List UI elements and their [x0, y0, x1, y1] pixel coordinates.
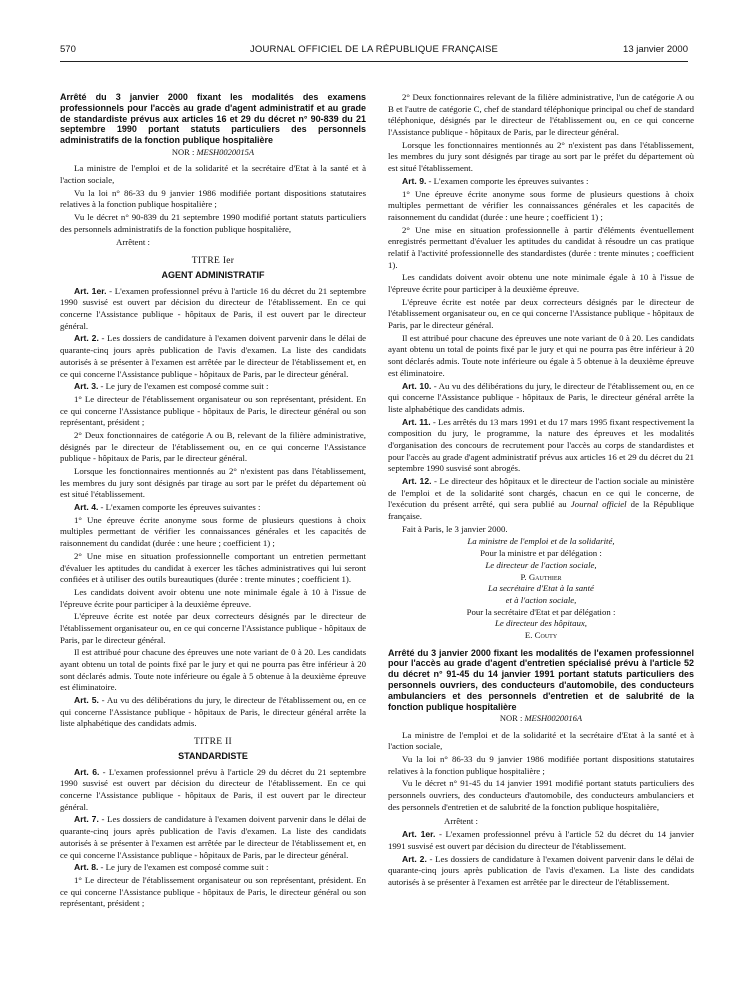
paragraph: 2° Deux fonctionnaires relevant de la filière administrative, l'un de catégorie A ou B et l'autre de catégorie C, chef de standard téléphonique principal ou chef de standard téléphonique, désignés par le directeur de l'établissement ou, en ce qui concerne l'Assistance publique - hôpitaux de Paris, par le directeur général. [388, 92, 694, 138]
titre-subheading: STANDARDISTE [178, 750, 248, 761]
article-label: Art. 8. [74, 862, 99, 873]
article: Art. 9. - L'examen comporte les épreuves suivantes : [402, 175, 589, 186]
fait-a-paris: Fait à Paris, le 3 janvier 2000. [402, 523, 508, 534]
nor-code: MESH0020015A [196, 146, 255, 157]
paragraph: La ministre de l'emploi et de la solidarité et la secrétaire d'Etat à la santé et à l'action sociale, [388, 729, 694, 752]
article-label: Art. 7. [74, 814, 99, 825]
article-label: Art. 11. [402, 416, 431, 427]
issue-date: 13 janvier 2000 [623, 44, 688, 55]
paragraph: 1° Une épreuve écrite anonyme sous forme de plusieurs questions à choix multiples permettant de vérifier les connaissances générales et les capacités de raisonnement du candidat (durée : une heure ; coefficient 1) ; [60, 514, 366, 549]
article: Art. 4. - L'examen comporte les épreuves suivantes : [74, 502, 261, 513]
header-rule [60, 61, 688, 62]
signature-line: et à l'action sociale, [505, 594, 577, 605]
signature-line: La secrétaire d'Etat à la santé [488, 583, 594, 594]
paragraph: Vu le décret n° 90-839 du 21 septembre 1990 modifié portant statuts particuliers des personnels administratifs de la fonction publique hospitalière, [60, 212, 366, 234]
signature-line: Pour la ministre et par délégation : [480, 548, 602, 559]
signature-line: Le directeur des hôpitaux, [494, 618, 588, 629]
article-label: Art. 2. [74, 333, 99, 344]
article: Art. 2. - Les dossiers de candidature à l'examen doivent parvenir dans le délai de quarante-cinq jours après publication de l'avis d'examen. La liste des candidats autorisés à se présenter à l'examen est arrêtée par le directeur de l'établissement et, en ce qui concerne l'Assistance publique - hôpitaux de Paris, par le directeur général. [60, 333, 367, 379]
paragraph: 2° Une mise en situation professionnelle à partir d'éléments éventuellement enregistrés permettant d'évaluer les aptitudes du candidat à résoudre un cas pratique relatif à l'activité professionnelle des standardistes (durée : trente minutes ; coefficient 1). [388, 224, 694, 270]
signature-line: Pour la secrétaire d'Etat et par délégation : [466, 606, 616, 617]
paragraph: Les candidats doivent avoir obtenu une note minimale égale à 10 à l'issue de l'épreuve écrite pour participer à la deuxième épreuve. [388, 272, 694, 294]
nor-line: NOR : MESH0020016A [499, 713, 583, 724]
paragraph: Lorsque les fonctionnaires mentionnés au 2° n'existent pas dans l'établissement, les membres du jury sont désignés par tirage au sort par le préfet du département où est situé l'établissement. [60, 466, 366, 500]
paragraph: 2° Deux fonctionnaires de catégorie A ou B, relevant de la filière administrative, désignés par le directeur de l'établissement ou, en ce qui concerne l'Assistance publique - hôpitaux de Paris, par le directeur général. [60, 429, 366, 464]
decree-title: Arrêté du 3 janvier 2000 fixant les modalités des examens professionnels pour l'accès au grade d'agent administratif et au grade de standardiste prévus aux articles 16 et 29 du décret n° 90-839 du 21 septembre 1990 portant statuts particuliers des personnels administratifs de la fonction publique hospitalière [60, 92, 366, 146]
paragraph: 1° Une épreuve écrite anonyme sous forme de plusieurs questions à choix multiples permettant de vérifier les connaissances générales et les capacités de raisonnement du candidat (durée : une heure ; coefficient 1) ; [388, 188, 694, 222]
signatory-name: P. Gauthier [520, 571, 562, 582]
article-label: Art. 9. [402, 175, 427, 186]
article: Art. 10. - Au vu des délibérations du jury, le directeur de l'établissement ou, en ce qui concerne l'Assistance publique - hôpitaux de Paris, le directeur général arrête la liste alphabétique des candidats admis. [388, 380, 695, 414]
page-header [60, 44, 688, 58]
decree-title: Arrêté du 3 janvier 2000 fixant les modalités de l'examen professionnel pour l'accès au grade d'agent d'entretien spécialisé prévu à l'article 52 du décret n° 91-45 du 14 janvier 1991 portant statuts particuliers des personnels ouvriers, des conducteurs d'automobile, des conducteurs ambulanciers et des personnels d'entretien et de salubrité de la fonction publique hospitalière [388, 647, 694, 712]
paragraph: 1° Le directeur de l'établissement organisateur ou son représentant, président. En ce qui concerne l'Assistance publique - hôpitaux de Paris, le directeur général ou son représentant, président ; [60, 874, 366, 909]
article-label: Art. 1er. [74, 285, 107, 296]
left-column [60, 92, 366, 911]
paragraph: Vu la loi n° 86-33 du 9 janvier 1986 modifiée portant dispositions statutaires relatives à la fonction publique hospitalière ; [60, 187, 366, 210]
right-column [388, 92, 694, 890]
paragraph: Les candidats doivent avoir obtenu une note minimale égale à 10 à l'issue de l'épreuve écrite pour participer à la deuxième épreuve. [60, 586, 366, 609]
article: Art. 1er. - L'examen professionnel prévu à l'article 16 du décret du 21 septembre 1990 susvisé est ouvert par décision du directeur de l'établissement. En ce qui concerne l'Assistance publique - hôpitaux de Paris, il est ouvert par le directeur général. [60, 285, 366, 331]
nor-code: MESH0020016A [524, 713, 583, 724]
signature-line: Le directeur de l'action sociale, [485, 559, 597, 570]
article-label: Art. 4. [74, 502, 99, 513]
article-label: Art. 3. [74, 381, 99, 392]
article: Art. 6. - L'examen professionnel prévu à l'article 29 du décret du 21 septembre 1990 susvisé est ouvert par décision du directeur de l'établissement. En ce qui concerne l'Assistance publique - hôpitaux de Paris, il est ouvert par le directeur général. [60, 766, 366, 812]
article-label: Art. 1er. [402, 829, 436, 840]
signatory-name: E. Couty [524, 629, 558, 640]
titre-subheading: AGENT ADMINISTRATIF [161, 269, 265, 280]
article-label: Art. 10. [402, 380, 432, 391]
paragraph: Vu le décret n° 91-45 du 14 janvier 1991 modifié portant statuts particuliers des personnels ouvriers, des conducteurs d'automobile, des conducteurs ambulanciers et des personnels d'entretien et de salubrité de la fonction publique hospitalière, [388, 778, 694, 812]
arretent: Arrêtent : [444, 815, 478, 826]
titre-heading: TITRE II [193, 737, 232, 748]
paragraph: Vu la loi n° 86-33 du 9 janvier 1986 modifiée portant dispositions statutaires relatives à la fonction publique hospitalière ; [388, 754, 694, 776]
paragraph: 2° Une mise en situation professionnelle comportant un entretien permettant d'évaluer les aptitudes du candidat à exercer les tâches administratives qui lui seront confiées et à utiliser des outils bureautiques (durée : trente minutes ; coefficient 1). [60, 550, 366, 585]
paragraph: 1° Le directeur de l'établissement organisateur ou son représentant, président. En ce qui concerne l'Assistance publique - hôpitaux de Paris, le directeur général ou son représentant, président ; [60, 393, 366, 428]
article: Art. 2. - Les dossiers de candidature à l'examen doivent parvenir dans le délai de quarante-cinq jours après publication de l'avis d'examen. La liste des candidats autorisés à se présenter à l'examen est arrêtée par le directeur de l'établissement. [388, 853, 695, 887]
nor-line: NOR : MESH0020015A [171, 146, 255, 157]
article: Art. 7. - Les dossiers de candidature à l'examen doivent parvenir dans le délai de quarante-cinq jours après publication de l'avis d'examen. La liste des candidats autorisés à se présenter à l'examen est arrêtée par le directeur de l'établissement et, en ce qui concerne l'Assistance publique - hôpitaux de Paris, par le directeur général. [60, 814, 367, 860]
signature-line: La ministre de l'emploi et de la solidarité, [467, 536, 615, 547]
journal-officiel-ref: Journal officiel [570, 499, 627, 510]
article-label: Art. 5. [74, 695, 99, 706]
article-label: Art. 12. [402, 476, 432, 486]
journal-title: JOURNAL OFFICIEL DE LA RÉPUBLIQUE FRANÇAISE [249, 44, 499, 55]
titre-heading: TITRE Ier [191, 256, 235, 267]
paragraph: L'épreuve écrite est notée par deux correcteurs désignés par le directeur de l'établissement organisateur ou, en ce qui concerne l'Assistance publique - hôpitaux de Paris, par le directeur général. [60, 611, 366, 645]
article: Art. 8. - Le jury de l'examen est composé comme suit : [74, 862, 269, 873]
article: Art. 1er. - L'examen professionnel prévu à l'article 52 du décret du 14 janvier 1991 susvisé est ouvert par décision du directeur de l'établissement. [388, 829, 694, 851]
paragraph: Il est attribué pour chacune des épreuves une note variant de 0 à 20. Les candidats ayant obtenu un total de points fixé par le jury et qui ne pourra pas être inférieur à 20 sont déclarés admis. Toute note inférieure ou égale à 5 obtenue à la deuxième épreuve est éliminatoire. [388, 332, 694, 378]
paragraph: Il est attribué pour chacune des épreuves une note variant de 0 à 20. Les candidats ayant obtenu un total de points fixé par le jury et qui ne pourra pas être inférieur à 20 sont déclarés admis. Toute note inférieure ou égale à 5 obtenue à la deuxième épreuve est éliminatoire. [60, 647, 366, 693]
arretent: Arrêtent : [116, 237, 150, 248]
article: Art. 5. - Au vu des délibérations du jury, le directeur de l'établissement ou, en ce qui concerne l'Assistance publique - hôpitaux de Paris, le directeur général arrête la liste alphabétique des candidats admis. [60, 695, 366, 729]
article: Art. 3. - Le jury de l'examen est composé comme suit : [74, 381, 269, 392]
article: Art. 12. - Le directeur des hôpitaux et le directeur de l'action sociale au ministère de l'emploi et de la solidarité sont chargés, chacun en ce qui le concerne, de l'exécution du présent arrêté, qui sera publié au Journal officiel de la République française. [388, 476, 694, 522]
article-label: Art. 6. [74, 766, 100, 777]
paragraph: Lorsque les fonctionnaires mentionnés au 2° n'existent pas dans l'établissement, les membres du jury sont désignés par tirage au sort par le préfet du département où est situé l'établissement. [388, 139, 694, 174]
page-number: 570 [60, 44, 76, 55]
article: Art. 11. - Les arrêtés du 13 mars 1991 et du 17 mars 1995 fixant respectivement la composition du jury, le programme, la nature des épreuves et les modalités d'organisation des concours de recrutement pour l'accès au corps de standardistes et pour l'accès au grade d'agent administratif prévus aux articles 16 et 29 du décret du 21 septembre 1990 susvisé sont abrogés. [388, 416, 694, 474]
paragraph: L'épreuve écrite est notée par deux correcteurs désignés par le directeur de l'établissement organisateur ou, en ce qui concerne l'Assistance publique - hôpitaux de Paris, par le directeur général. [388, 296, 694, 331]
paragraph: La ministre de l'emploi et de la solidarité et la secrétaire d'Etat à la santé et à l'action sociale, [60, 163, 366, 185]
article-label: Art. 2. [402, 853, 427, 864]
